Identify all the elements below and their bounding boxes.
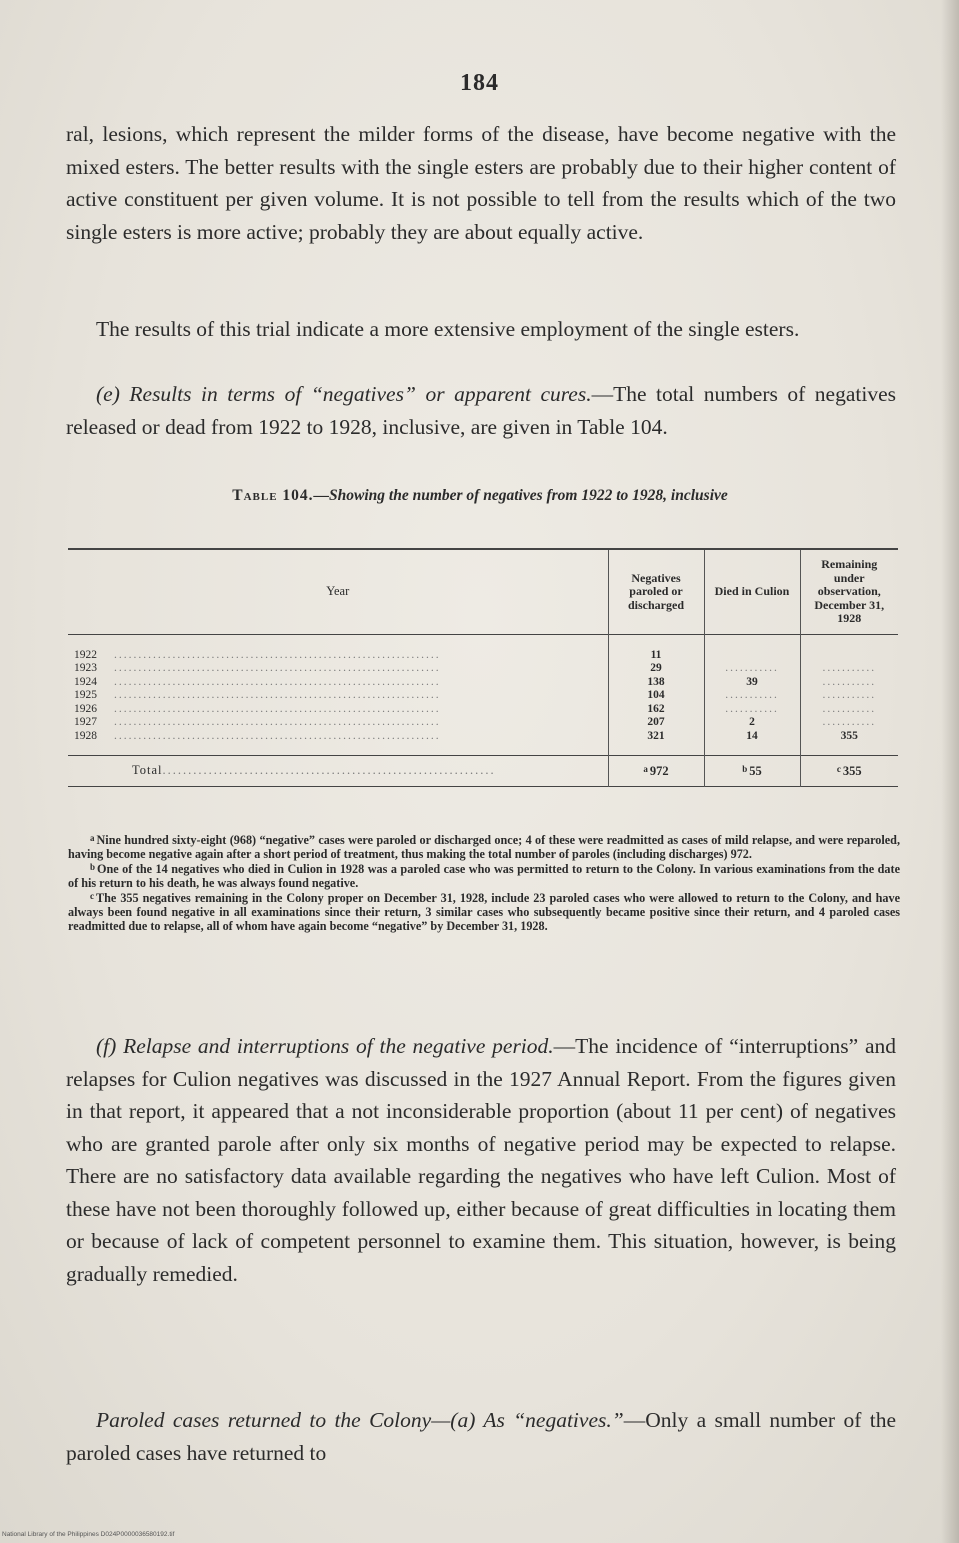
cell-remaining: ........... — [800, 662, 898, 676]
table-row — [68, 676, 898, 690]
footnote: $^b$ One of the 14 negatives who died in Culion in 1928 was a paroled case who was permitted to return to the Colony. In various examinations from the date of his return to his death, he was always found negative. — [68, 862, 900, 890]
scan-credit: National Library of the Philippines D024P0000036580192.tif — [2, 1531, 175, 1538]
cell-died: ........... — [704, 703, 800, 717]
section-e-paragraph — [66, 378, 896, 443]
header-paroled: Negatives paroled or discharged — [608, 549, 704, 634]
header-died: Died in Culion — [704, 549, 800, 634]
section-paroled-paragraph — [66, 1404, 896, 1469]
header-remaining: Remaining under observation, December 31, 1928 — [800, 549, 898, 634]
table-row — [68, 730, 898, 756]
cell-died: 14 — [704, 730, 800, 756]
paragraph-trial-results — [66, 313, 896, 346]
cell-year: 1928 ................................................................... — [74, 729, 441, 742]
cell-died: 2 — [704, 716, 800, 730]
cell-paroled: 138 — [608, 676, 704, 690]
header-year: Year — [326, 584, 350, 598]
section-f-text: —The incidence of “interruptions” and relapses for Culion negatives was discussed in the 1927 Annual Report. From the figures given in that report, it appeared that a not inconsiderable proportion (about 11 per cent) of negatives who are granted parole after only six months of negative period may be expected to relapse. There are no satisfactory data available regarding the negatives who have left Culion. Most of these have not been thoroughly followed up, either because of great difficulties in locating them or because of lack of competent personnel to examine them. This situation, however, is being gradually remedied. — [66, 1034, 896, 1286]
table-caption — [100, 484, 860, 508]
footnote: $^a$ Nine hundred sixty-eight (968) “negative” cases were paroled or discharged once; 4 of these were readmitted as cases of mild relapse, and were reparoled, having become negative again after a short period of treatment, thus making the total number of paroles (including discharges) 972. — [68, 833, 900, 861]
cell-year: 1922 ................................................................... — [74, 648, 441, 661]
table-row — [68, 716, 898, 730]
cell-paroled: 11 — [608, 634, 704, 662]
table-footnotes — [68, 832, 900, 933]
page-edge-shadow — [941, 0, 959, 1543]
cell-remaining: ........... — [800, 689, 898, 703]
cell-year: 1926 ................................................................... — [74, 702, 441, 715]
cell-died: 39 — [704, 676, 800, 690]
cell-paroled: 207 — [608, 716, 704, 730]
cell-paroled: 162 — [608, 703, 704, 717]
section-f-paragraph — [66, 1030, 896, 1290]
cell-year: 1923 ................................................................... — [74, 662, 441, 674]
cell-remaining: ........... — [800, 716, 898, 730]
section-paroled-heading: Paroled cases returned to the Colony—(a) As “negatives.” — [96, 1408, 624, 1432]
cell-died — [704, 634, 800, 662]
cell-year: 1925 ................................................................... — [74, 689, 441, 701]
table-total-row — [68, 756, 898, 787]
cell-paroled: 104 — [608, 689, 704, 703]
table-title: —Showing the number of negatives from 1922 to 1928, inclusive — [313, 487, 728, 504]
paragraph-continuation: ral, lesions, which represent the milder forms of the disease, have become negative with the mixed esters. The better results with the single esters are probably due to their higher content of active constituent per given volume. It is not possible to tell from the results which of the two single esters is more active; probably they are about equally active. — [66, 122, 896, 244]
cell-died: ........... — [704, 662, 800, 676]
negatives-table — [68, 548, 898, 787]
cell-paroled: 29 — [608, 662, 704, 676]
cell-total-remaining: $^c$ 355 — [800, 756, 898, 787]
cell-remaining — [800, 634, 898, 662]
paragraph-trial-results-text: The results of this trial indicate a more extensive employment of the single esters. — [96, 317, 800, 341]
table-row — [68, 689, 898, 703]
table-row — [68, 703, 898, 717]
table-header-row — [68, 549, 898, 634]
cell-remaining: ........... — [800, 676, 898, 690]
cell-year: 1927 ................................................................... — [74, 716, 441, 728]
footnote: $^c$ The 355 negatives remaining in the Colony proper on December 31, 1928, include 23 paroled cases who were allowed to return to the Colony, and have always been found negative in all examinations since their return, 3 similar cases who subsequently became positive since their return, and 4 paroled cases readmitted due to relapse, all of whom have again become “negative” by December 31, 1928. — [68, 891, 900, 933]
cell-paroled: 321 — [608, 730, 704, 756]
cell-total-label: Total................................................................. — [132, 763, 496, 777]
section-e-heading: (e) Results in terms of “negatives” or apparent cures. — [96, 382, 592, 406]
section-paroled-text: —Only a small number of the paroled cases have returned to — [66, 1408, 896, 1465]
section-f-heading: (f) Relapse and interruptions of the negative period. — [96, 1034, 554, 1058]
cell-remaining: 355 — [800, 730, 898, 756]
table-row — [68, 662, 898, 676]
cell-total-paroled: $^a$ 972 — [608, 756, 704, 787]
table-label: Table 104. — [232, 487, 314, 504]
cell-remaining: ........... — [800, 703, 898, 717]
section-e-text: —The total numbers of negatives released or dead from 1922 to 1928, inclusive, are given in Table 104. — [66, 382, 896, 439]
table-row — [68, 634, 898, 662]
page-number: 184 — [460, 70, 499, 96]
cell-total-died: $^b$ 55 — [704, 756, 800, 787]
cell-year: 1924 ................................................................... — [74, 675, 441, 688]
cell-died: ........... — [704, 689, 800, 703]
